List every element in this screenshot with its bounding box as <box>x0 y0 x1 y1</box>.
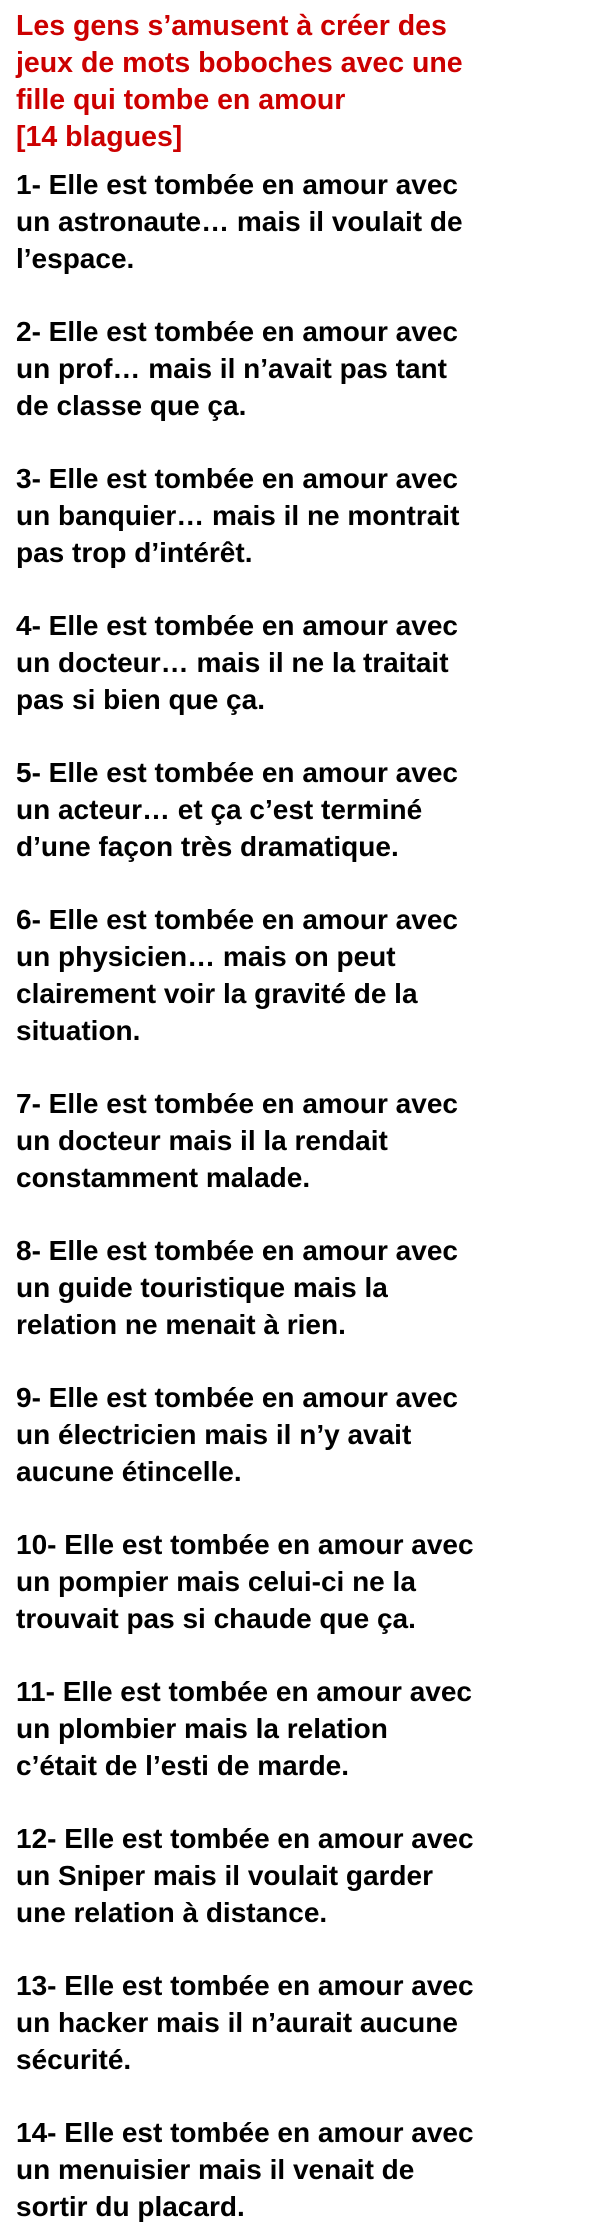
joke-line: sortir du placard. <box>16 2191 245 2222</box>
joke-line: un banquier… mais il ne montrait <box>16 500 460 531</box>
joke-line: relation ne menait à rien. <box>16 1309 346 1340</box>
joke-line: un physicien… mais on peut <box>16 941 396 972</box>
joke-line: sécurité. <box>16 2044 132 2075</box>
joke-line: 2- Elle est tombée en amour avec <box>16 316 458 347</box>
joke-item <box>16 1232 586 1343</box>
joke-item <box>16 166 586 277</box>
joke-line: 1- Elle est tombée en amour avec <box>16 169 458 200</box>
joke-line: 9- Elle est tombée en amour avec <box>16 1382 458 1413</box>
joke-line: 4- Elle est tombée en amour avec <box>16 610 458 641</box>
joke-line: l’espace. <box>16 243 135 274</box>
joke-line: situation. <box>16 1015 141 1046</box>
joke-line: aucune étincelle. <box>16 1456 242 1487</box>
joke-line: un astronaute… mais il voulait de <box>16 206 463 237</box>
joke-line: un pompier mais celui-ci ne la <box>16 1566 416 1597</box>
joke-line: une relation à distance. <box>16 1897 328 1928</box>
joke-line: un menuisier mais il venait de <box>16 2154 415 2185</box>
joke-item <box>16 460 586 571</box>
joke-line: 7- Elle est tombée en amour avec <box>16 1088 458 1119</box>
joke-line: trouvait pas si chaude que ça. <box>16 1603 416 1634</box>
joke-line: un guide touristique mais la <box>16 1272 388 1303</box>
joke-line: 8- Elle est tombée en amour avec <box>16 1235 458 1266</box>
joke-line: un acteur… et ça c’est terminé <box>16 794 423 825</box>
joke-line: pas trop d’intérêt. <box>16 537 253 568</box>
joke-line: 14- Elle est tombée en amour avec <box>16 2117 474 2148</box>
joke-line: 13- Elle est tombée en amour avec <box>16 1970 474 2001</box>
joke-line: 11- Elle est tombée en amour avec <box>16 1676 472 1707</box>
joke-line: un prof… mais il n’avait pas tant <box>16 353 447 384</box>
joke-line: un hacker mais il n’aurait aucune <box>16 2007 458 2038</box>
joke-item <box>16 313 586 424</box>
joke-line: 6- Elle est tombée en amour avec <box>16 904 458 935</box>
joke-item <box>16 1967 586 2078</box>
joke-line: de classe que ça. <box>16 390 247 421</box>
joke-item <box>16 2114 586 2225</box>
title-line: [14 blagues] <box>16 121 183 153</box>
joke-line: 5- Elle est tombée en amour avec <box>16 757 458 788</box>
title-line: Les gens s’amusent à créer des <box>16 10 447 42</box>
joke-line: un Sniper mais il voulait garder <box>16 1860 433 1891</box>
joke-item <box>16 1820 586 1931</box>
joke-item <box>16 754 586 865</box>
joke-line: un docteur mais il la rendait <box>16 1125 388 1156</box>
title-line: jeux de mots boboches avec une <box>16 47 463 79</box>
page-title <box>16 8 586 156</box>
joke-item <box>16 1526 586 1637</box>
joke-line: un docteur… mais il ne la traitait <box>16 647 449 678</box>
joke-item <box>16 901 586 1049</box>
joke-item <box>16 607 586 718</box>
joke-line: un plombier mais la relation <box>16 1713 388 1744</box>
joke-item <box>16 1085 586 1196</box>
joke-item <box>16 1379 586 1490</box>
joke-list <box>16 166 586 2225</box>
joke-line: 12- Elle est tombée en amour avec <box>16 1823 474 1854</box>
joke-line: pas si bien que ça. <box>16 684 265 715</box>
joke-line: un électricien mais il n’y avait <box>16 1419 412 1450</box>
title-line: fille qui tombe en amour <box>16 84 346 116</box>
joke-line: clairement voir la gravité de la <box>16 978 418 1009</box>
joke-line: constamment malade. <box>16 1162 311 1193</box>
joke-line: 10- Elle est tombée en amour avec <box>16 1529 474 1560</box>
joke-line: d’une façon très dramatique. <box>16 831 399 862</box>
joke-line: c’était de l’esti de marde. <box>16 1750 350 1781</box>
joke-line: 3- Elle est tombée en amour avec <box>16 463 458 494</box>
joke-item <box>16 1673 586 1784</box>
